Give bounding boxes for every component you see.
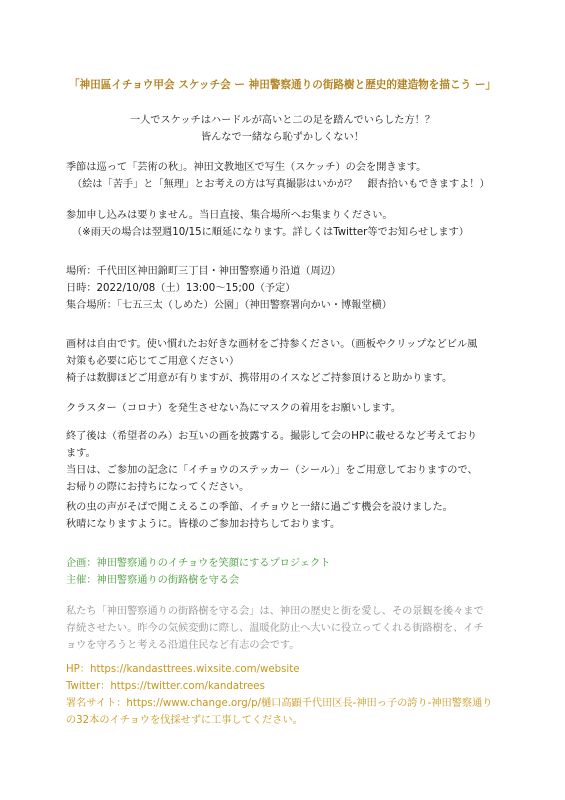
after-line-3: 当日は、ご参加の記念に「イチョウのステッカー（シール）」をご用意しておりますので、 [66,465,478,476]
lead-line-1: 一人でスケッチはハードルが高いと二の足を踏んでいらした方！？ [129,115,436,126]
after-line-1: 終了後は（希望者のみ）お互いの画を披露する。撮影して会のHPに載せるなど考えており [66,431,478,442]
about-line-3: ョウを守ろうと考える沿道住民など有志の会です。 [66,640,300,651]
closing-paragraph [66,499,536,533]
about-line-2: 存続させたい。昨今の気候変動に際し、温暖化防止へ大いに役立ってくれる街路樹を、イチ [66,623,484,634]
petition-link-line-2: の32本のイチョウを伐採せずに工事してください。 [66,715,303,726]
intro-line-2: （絵は「苦手」と「無理」とお考えの方は写真撮影はいかが？ 銀杏拾いもできますよ！） [72,179,490,190]
materials-line-1: 画材は自由です。使い慣れたお好きな画材をご持参ください。（画板やクリップなどビル風 [66,339,478,350]
homepage-link[interactable]: HP：https://kandasttrees.wixsite.com/website [66,664,300,675]
organizer-host: 主催：神田警察通りの街路樹を守る会 [66,575,240,586]
mask-notice [66,400,536,417]
materials-line-2: 対策も必要に応じてご用意ください） [66,356,240,367]
lead-text [0,112,565,146]
after-paragraph [66,428,536,496]
mask-line: クラスター（コロナ）を発生させない為にマスクの着用をお願いします。 [66,403,402,414]
event-details [66,263,536,314]
closing-line-1: 秋の虫の声がそばで聞こえるこの季節、イチョウと一緒に過ごす機会を設けました。 [66,502,453,513]
materials-line-3: 椅子は数脚ほどご用意が有りますが、携帯用のイスなどご持参頂けると助かります。 [66,373,453,384]
event-place: 場所：千代田区神田錦町三丁目・神田警察通り沿道（周辺） [66,266,342,277]
signup-line-1: 参加申し込みは要りません。当日直接、集合場所へお集まりください。 [66,210,393,221]
event-date: 日時：2022/10/08（土）13:00〜15;00（予定） [66,283,296,294]
materials-paragraph [66,336,536,387]
intro-paragraph [66,159,536,193]
closing-line-2: 秋晴になりますように。皆様のご参加お持ちしております。 [66,519,341,530]
event-meeting-point: 集合場所：「七五三太（しめた）公園」（神田警察署向かい・博報堂横） [66,300,392,311]
about-paragraph [66,603,536,654]
organizer-plan: 企画：神田警察通りのイチョウを笑顔にするプロジェクト [66,558,331,569]
petition-link-line-1[interactable]: 署名サイト：https://www.change.org/p/樋口高顕千代田区長-神田っ子の誇り-神田警察通り [66,698,493,709]
flyer-title: 「神田區イチョウ甲会 スケッチ会 ー 神田警察通りの街路樹と歴史的建造物を描こう ー」 [68,79,497,91]
about-line-1: 私たち「神田警察通りの街路樹を守る会」は、神田の歴史と街を愛し、その景観を後々まで [66,606,484,617]
lead-line-2: 皆んなで一緒なら恥ずかしくない！ [201,132,364,143]
after-line-4: お帰りの際にお持ちになってください。 [66,482,250,493]
after-line-2: ます。 [66,448,96,459]
links-section [66,661,536,729]
signup-paragraph [66,207,536,241]
signup-line-2: （※雨天の場合は翌週10/15に順延になります。詳しくはTwitter等でお知らせします） [72,227,469,238]
twitter-link[interactable]: Twitter：https://twitter.com/kandatrees [66,681,265,692]
organizer-info [66,555,536,589]
intro-line-1: 季節は巡って「芸術の秋」。神田文教地区で写生（スケッチ）の会を開きます。 [66,162,427,173]
